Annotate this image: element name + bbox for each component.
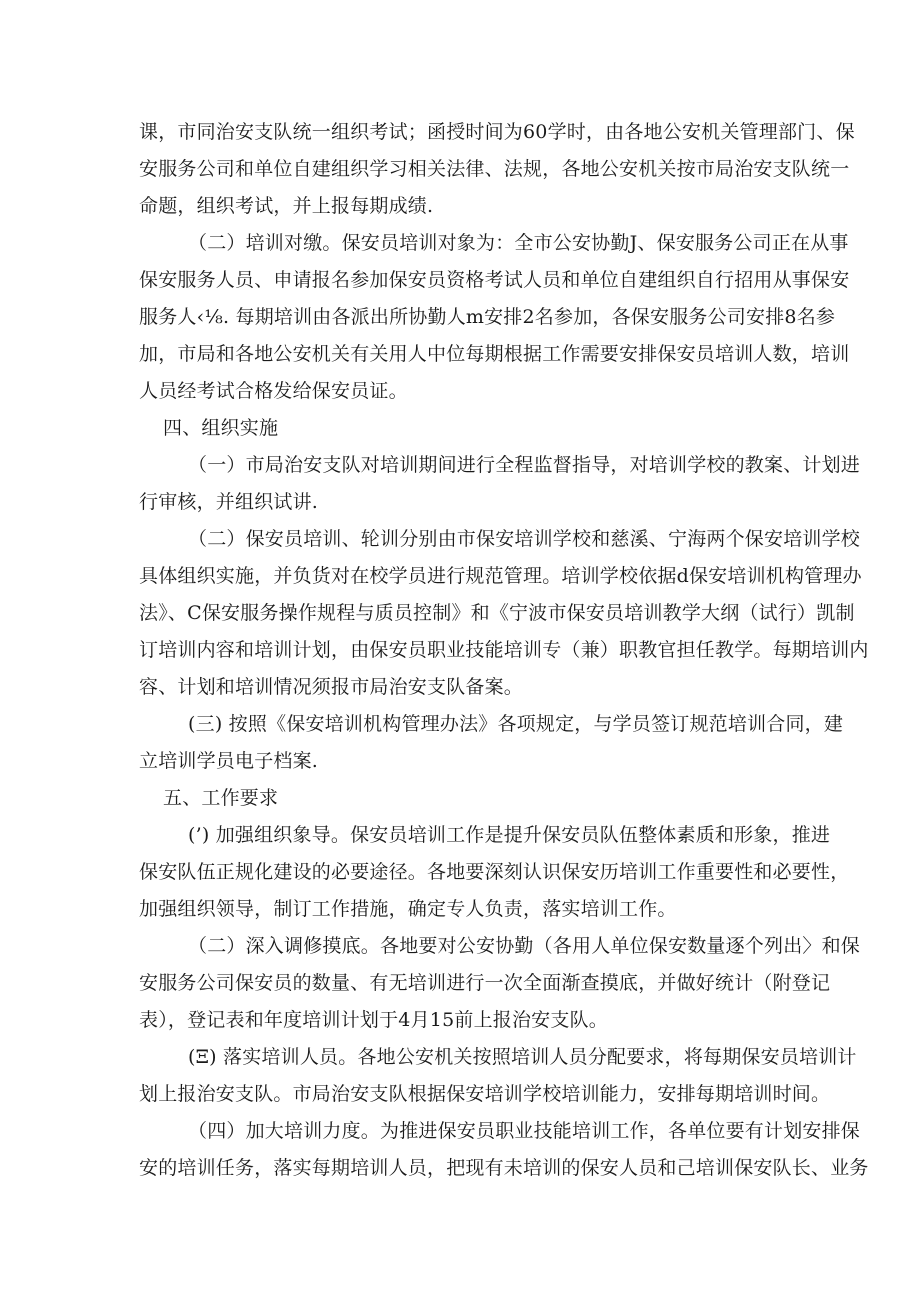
text-line: （二）培训对缴。保安员培训对象为：全市公安协勤J、保安服务公司正在从事 [188, 232, 849, 254]
text-line: （二）保安员培训、轮训分别由市保安培训学校和慈溪、宁海两个保安培训学校 [188, 528, 861, 550]
text-line: (Ξ) 落实培训人员。各地公安机关按照培训人员分配要求，将每期保安员培训计 [188, 1046, 857, 1068]
text-line: 立培训学员电子档案. [139, 750, 319, 772]
text-line: 保安服务人员、申请报名参加保安员资格考试人员和单位自建组织自行招用从事保安 [139, 269, 850, 291]
text-line: 课，市同治安支队统一组织考试；函授时间为60学时，由各地公安机关管理部门、保 [139, 121, 855, 143]
section-heading: 五、工作要求 [163, 787, 279, 809]
text-line: 安服务公司和单位自建组织学习相关法律、法规，各地公安机关按市局治安支队统一 [139, 158, 850, 180]
text-line: 安的培训任务，落实每期培训人员，把现有未培训的保安人员和己培训保安队长、业务 [139, 1157, 869, 1179]
text-line: 命题，组织考试，并上报每期成绩. [139, 195, 434, 217]
text-line: 表），登记表和年度培训计划于4月15前上报治安支队。 [139, 1009, 608, 1031]
text-line: 订培训内容和培训计划，由保安员职业技能培训专（兼）职教官担任教学。每期培训内 [139, 639, 869, 661]
text-line: 服务人‹⅛. 每期培训由各派出所协勤人m安排2名参加，各保安服务公司安排8名参 [139, 306, 836, 328]
section-heading: 四、组织实施 [163, 417, 279, 439]
text-line: 具体组织实施，并负货对在校学员进行规范管理。培训学校依据d保安培训机构管理办 [139, 565, 862, 587]
text-line: 划上报治安支队。市局治安支队根据保安培训学校培训能力，安排每期培训时间。 [139, 1083, 831, 1105]
text-line: 加强组织领导，制订工作措施，确定专人负责，落实培训工作。 [139, 898, 677, 920]
text-line: (三) 按照《保安培训机构管理办法》各项规定，与学员签订规范培训合同，建 [188, 713, 844, 735]
text-line: 行审核，并组织试讲. [139, 491, 319, 513]
text-line: （一）市局治安支队对培训期间进行全程监督指导，对培训学校的教案、计划进 [188, 454, 861, 476]
text-line: (’) 加强组织象导。保安员培训工作是提升保安员队伍整体素质和形象，推进 [188, 824, 831, 846]
text-line: 法》、C保安服务操作规程与质员控制》和《宁波市保安员培训教学大纲（试行）凯制 [139, 602, 855, 624]
text-line: （二）深入调修摸底。各地要对公安协勤（各用人单位保安数量逐个列出〉和保 [188, 935, 861, 957]
text-line: 容、计划和培训情况须报市局治安支队备案。 [139, 676, 524, 698]
text-line: 安服务公司保安员的数量、有无培训进行一次全面渐查摸底，并做好统计（附登记 [139, 972, 831, 994]
text-line: 保安队伍正规化建设的必要途径。各地要深刻认识保安历培训工作重要性和必要性， [139, 861, 850, 883]
text-line: （四）加大培训力度。为推进保安员职业技能培训工作，各单位要有计划安排保 [188, 1120, 861, 1142]
text-line: 加，市局和各地公安机关有关用人中位每期根据工作需要安排保安员培训人数，培训 [139, 343, 850, 365]
text-line: 人员经考试合格发给保安员证。 [139, 380, 408, 402]
